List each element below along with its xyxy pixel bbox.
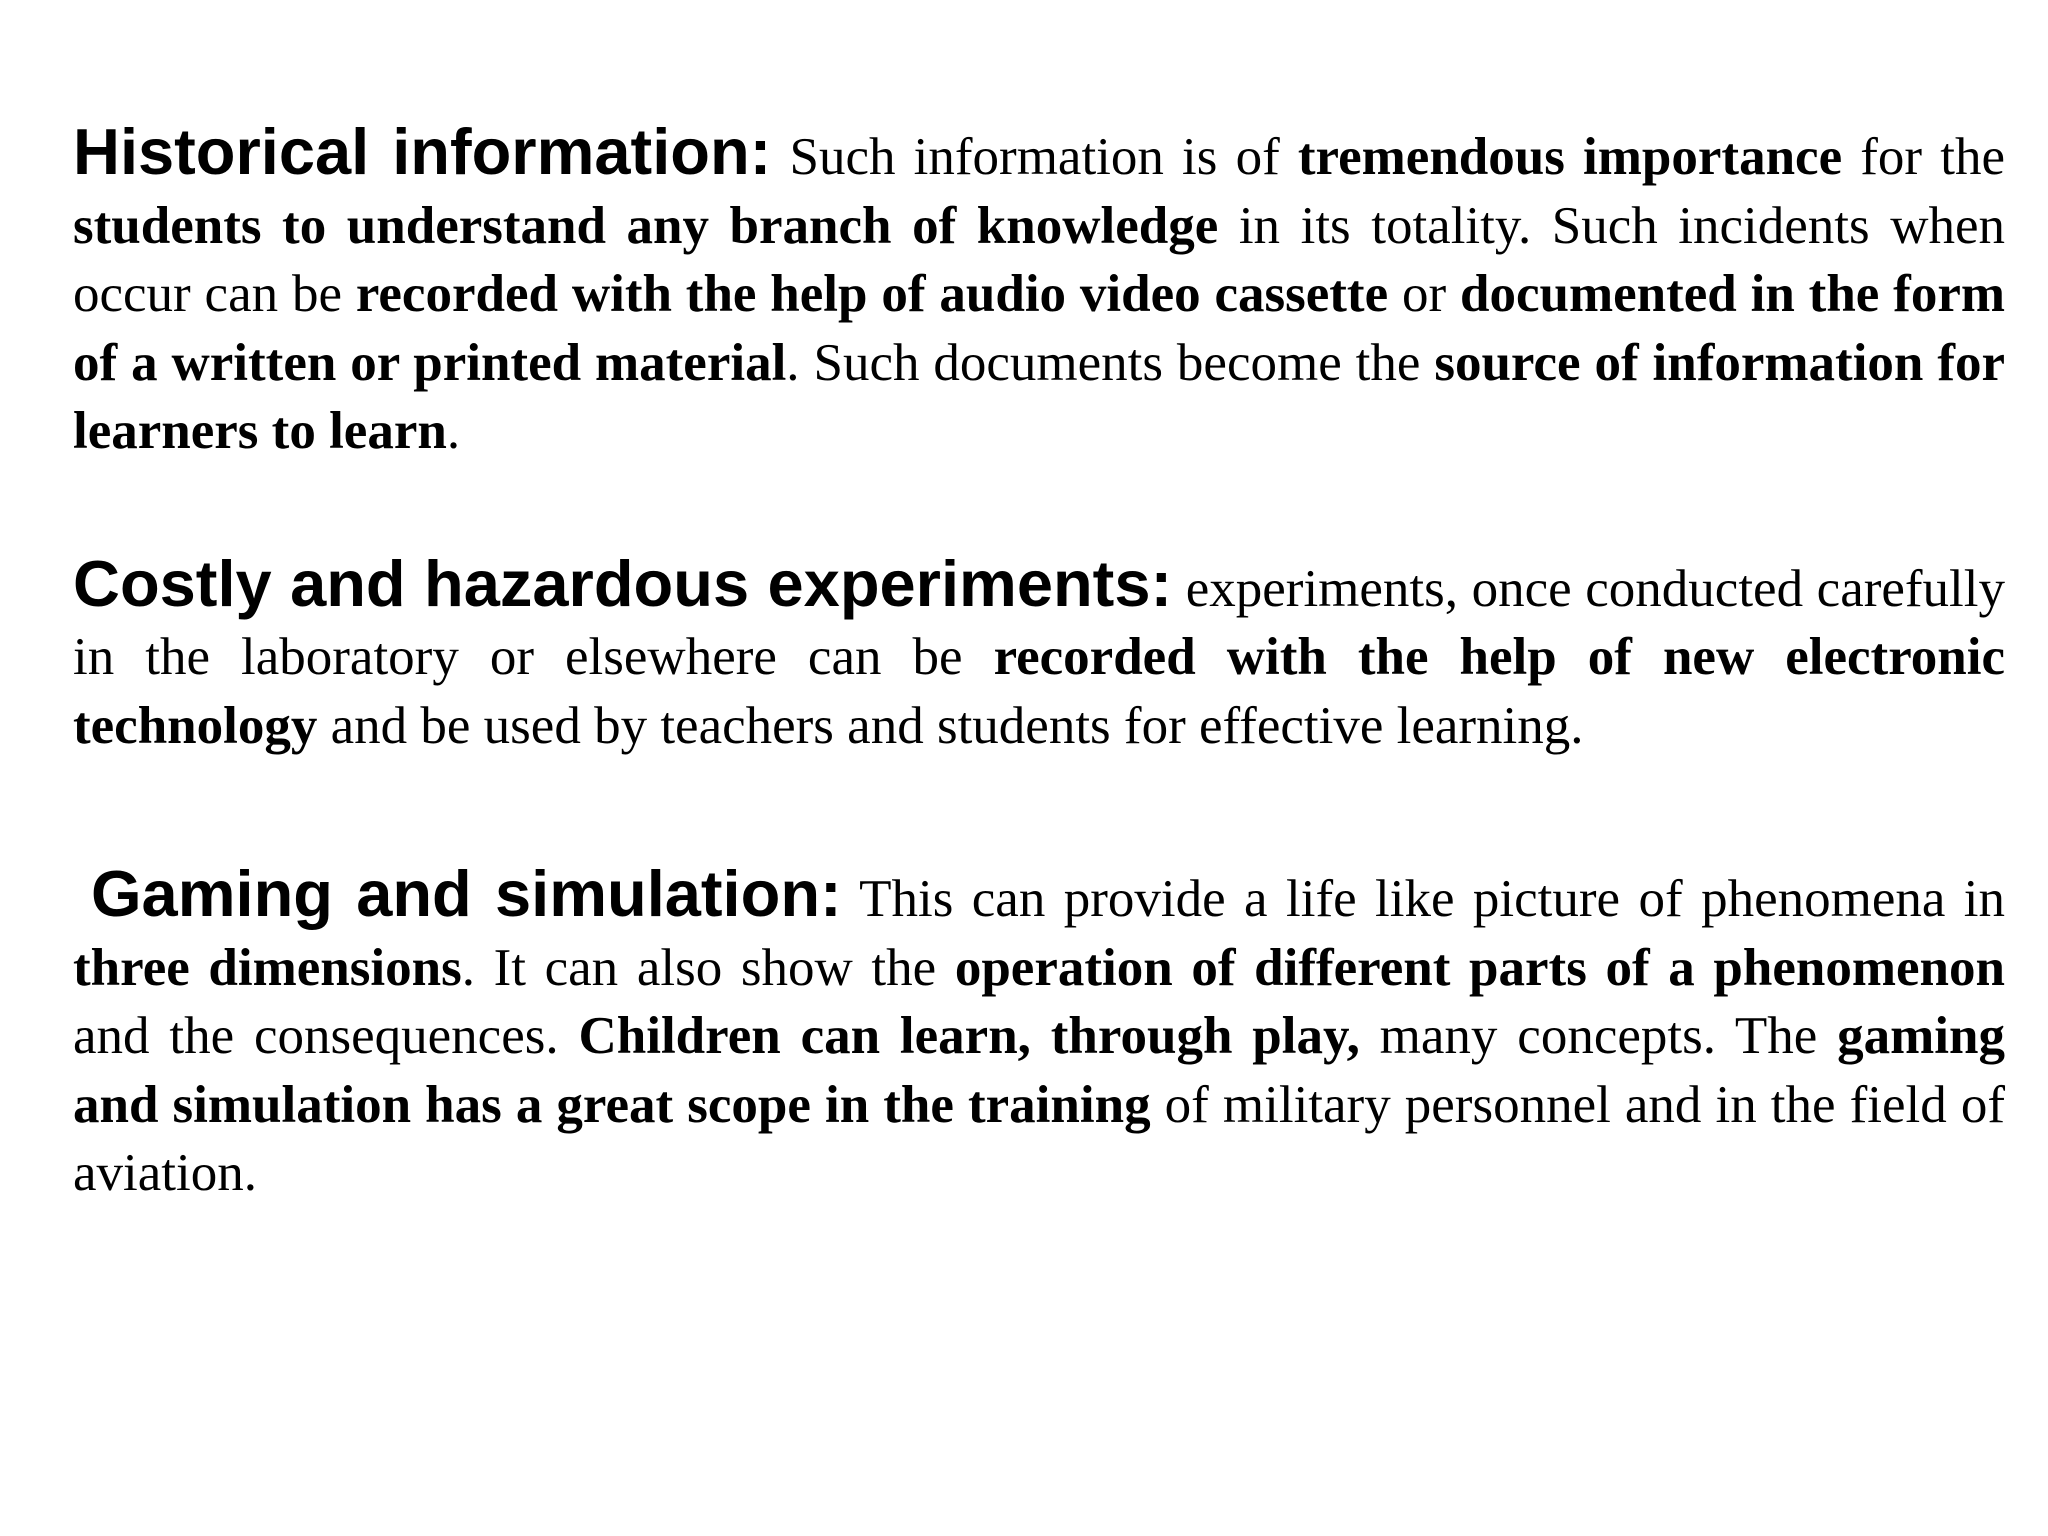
- text-segment: experiments, once conducted carefully in the laboratory or elsewhere can be: [73, 559, 2006, 686]
- text-segment: Such information is of: [771, 128, 1298, 186]
- text-segment: and be used by teachers and students for effective learning.: [317, 696, 1584, 755]
- bold-segment: Children can learn, through play,: [578, 1007, 1360, 1065]
- text-segment: This can provide a life like picture of phenomena in: [841, 870, 2006, 928]
- bold-segment: recorded with the help of new electronic technology: [73, 628, 2005, 755]
- text-segment: . It can also show the: [461, 938, 955, 997]
- heading-gaming-simulation: Gaming and simulation:: [91, 857, 842, 930]
- text-segment: and the consequences.: [73, 1007, 579, 1065]
- text-segment: in its totality. Such incidents when occur can be: [73, 196, 2005, 323]
- bold-segment: students to understand any branch of knowledge: [73, 196, 1219, 255]
- bold-segment: tremendous importance: [1297, 128, 1843, 186]
- text-segment: . Such documents become the: [786, 333, 1435, 392]
- bold-segment: three dimensions: [73, 938, 462, 997]
- slide-content: [73, 115, 2006, 1208]
- text-segment: of military personnel and in the field of aviation.: [73, 1075, 2005, 1202]
- bold-segment: documented in the form of a written or printed material: [73, 265, 2006, 392]
- text-segment: for the: [1842, 128, 2005, 186]
- bold-segment: recorded with the help of audio video cassette: [355, 265, 1389, 323]
- text-segment: or: [1388, 265, 1460, 323]
- heading-historical-information: Historical information: [73, 115, 750, 188]
- text-segment: .: [446, 402, 461, 460]
- paragraph-historical-information: [73, 115, 2006, 466]
- paragraph-costly-hazardous-experiments: [73, 546, 2006, 761]
- paragraph-gaming-simulation: [73, 857, 2006, 1208]
- heading-colon: :: [749, 115, 772, 188]
- heading-costly-hazardous-experiments: Costly and hazardous experiments: [73, 546, 1151, 620]
- bold-segment: source of information for learners to learn: [73, 333, 2006, 460]
- heading-colon: :: [1150, 546, 1173, 620]
- text-segment: many concepts. The: [1359, 1007, 1838, 1065]
- bold-segment: gaming and simulation has a great scope in the training: [73, 1007, 2005, 1134]
- bold-segment: operation of different parts of a phenomenon: [954, 938, 2006, 997]
